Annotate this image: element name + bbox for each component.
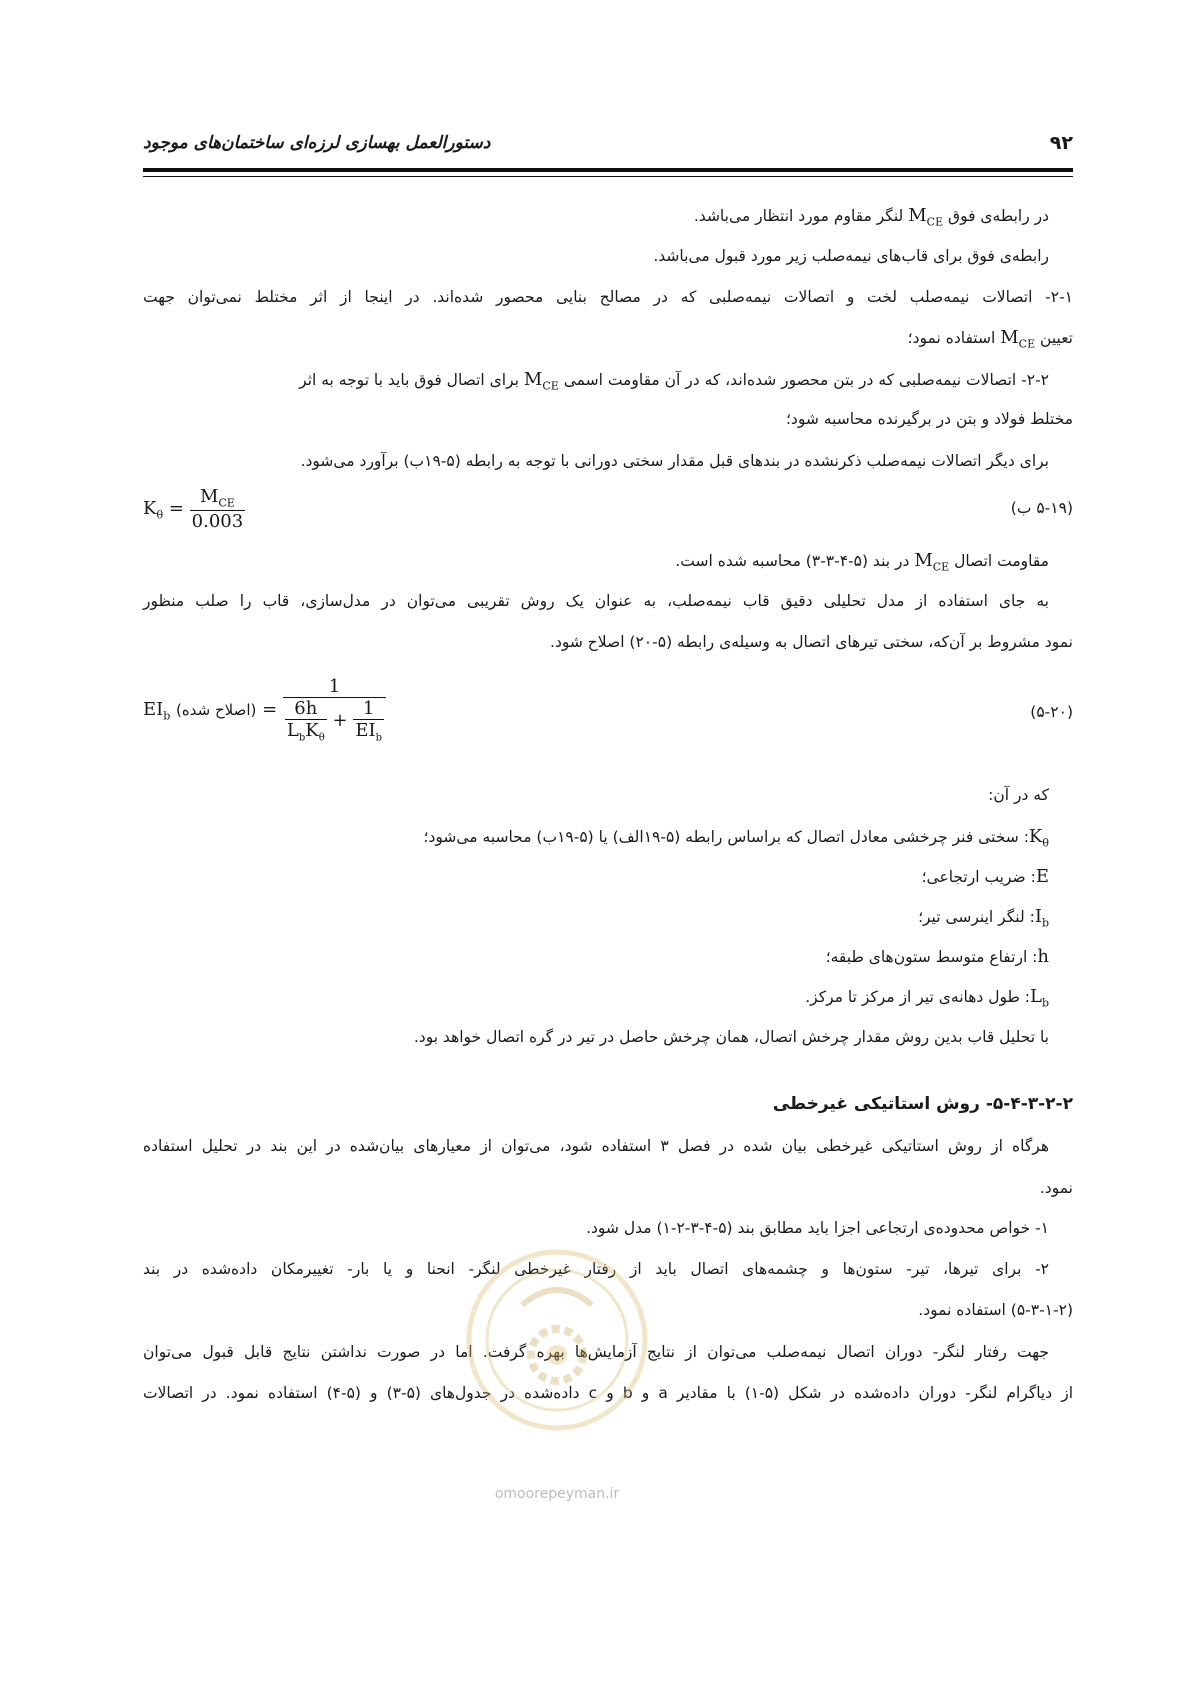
- paragraph-line: رابطه‌ی فوق برای قاب‌های نیمه‌صلب زیر مورد قبول می‌باشد.: [653, 247, 1049, 265]
- definition-lb: $L_b$: طول دهانه‌ی تیر از مرکز تا مرکز.: [805, 986, 1049, 1010]
- paragraph-line: نمود.: [1039, 1179, 1073, 1197]
- paragraph-line: (۵-۳-۱-۲) استفاده نمود.: [918, 1301, 1073, 1319]
- watermark-seal-icon: [462, 1245, 652, 1435]
- paragraph-line: ۲-۲- اتصالات نیمه‌صلبی که در بتن محصور شده‌اند، که در آن مقاومت اسمی $M_{CE}$ برای اتصال فوق باید با توجه به اثر: [299, 369, 1049, 393]
- paragraph-line: هرگاه از روش استاتیکی غیرخطی بیان شده در فصل ۳ استفاده شود، می‌توان از معیارهای بیان‌شده در این بند در تحلیل استفاده: [143, 1137, 1049, 1155]
- equation-body: $EI_b$ (اصلاح شده) = 1 $\frac{6h}{L_bK_\theta}$ + $\frac{1}{EI_b}$: [143, 676, 386, 744]
- paragraph-line: مقاومت اتصال $M_{CE}$ در بند (۵-۴-۳-۳) محاسبه شده است.: [675, 550, 1049, 574]
- symbol-mce: $M_{CE}$: [908, 205, 944, 229]
- section-heading: ۵-۴-۳-۲-۲- روش استاتیکی غیرخطی: [772, 1094, 1073, 1114]
- running-title: دستورالعمل بهسازی لرزه‌ای ساختمان‌های موجود: [143, 133, 491, 153]
- equation-body: $K_\theta$ = $\frac{M_{CE}}{0.003}$: [143, 486, 244, 532]
- symbol-mce: $M_{CE}$: [914, 550, 950, 574]
- definition-k-theta: $K_\theta$: سختی فنر چرخشی معادل اتصال که براساس رابطه (۵-۱۹الف) یا (۵-۱۹ب) محاسبه می‌شود؛: [423, 826, 1049, 850]
- symbol-mce: $M_{CE}$: [523, 369, 559, 393]
- paragraph-line: مختلط فولاد و بتن در برگیرنده محاسبه شود؛: [785, 410, 1073, 428]
- paragraph-line: تعیین $M_{CE}$ استفاده نمود؛: [907, 327, 1073, 351]
- paragraph-line: نمود مشروط بر آن‌که، سختی تیرهای اتصال به وسیله‌ی رابطه (۵-۲۰) اصلاح شود.: [550, 633, 1073, 651]
- equation-5-20: [143, 676, 1073, 766]
- page-number: ۹۲: [1049, 132, 1073, 154]
- paragraph-line: به جای استفاده از مدل تحلیلی دقیق قاب نیمه‌صلب، به عنوان یک روش تقریبی می‌توان در مدل‌سازی، قاب را صلب منظور: [143, 592, 1049, 610]
- definition-h: h: ارتفاع متوسط ستون‌های طبقه؛: [825, 946, 1049, 967]
- paragraph-line: با تحلیل قاب بدین روش مقدار چرخش اتصال، همان چرخش حاصل در تیر در گره اتصال خواهد بود.: [413, 1028, 1049, 1046]
- paragraph-line: ۲-۱- اتصالات نیمه‌صلب لخت و اتصالات نیمه‌صلبی که در مصالح بنایی محصور شده‌اند. در اینجا از اثر مختلط نمی‌توان جهت: [143, 288, 1073, 306]
- paragraph-line: از دیاگرام لنگر- دوران داده‌شده در شکل (۵-۱) با مقادیر a و b و c داده‌شده در جدول‌های (۵-۳) و (۵-۴) استفاده نمود. در اتصالات: [143, 1384, 1074, 1402]
- definition-e: E: ضریب ارتجاعی؛: [921, 866, 1049, 887]
- paragraph-line: که در آن:: [988, 786, 1049, 804]
- symbol-mce: $M_{CE}$: [1000, 327, 1036, 351]
- definition-ib: $I_b$: لنگر اینرسی تیر؛: [918, 906, 1049, 930]
- paragraph-line: برای دیگر اتصالات نیمه‌صلب ذکرنشده در بندهای قبل مقدار سختی دورانی با توجه به رابطه (۵-۱۹ب) برآورد می‌شود.: [300, 452, 1049, 470]
- header-rule-thick: [143, 168, 1073, 172]
- list-item: ۱- خواص محدوده‌ی ارتجاعی اجزا باید مطابق بند (۵-۴-۳-۲-۱) مدل شود.: [586, 1219, 1049, 1237]
- paragraph-line: جهت رفتار لنگر- دوران اتصال نیمه‌صلب می‌توان از نتایج آزمایش‌ها بهره گرفت. اما در صورت نداشتن نتایج قابل قبول می‌توان: [143, 1343, 1049, 1361]
- page-header: [143, 128, 1073, 158]
- watermark-site: omoorepeyman.ir: [494, 1486, 620, 1502]
- equation-5-19b: [143, 486, 1073, 546]
- list-item: ۲- برای تیرها، تیر- ستون‌ها و چشمه‌های اتصال باید از رفتار غیرخطی لنگر- انحنا و یا بار- تغییرمکان داده‌شده در بند: [143, 1260, 1049, 1278]
- paragraph-line: در رابطه‌ی فوق $M_{CE}$ لنگر مقاوم مورد انتظار می‌باشد.: [693, 205, 1049, 229]
- header-rule-thin: [143, 176, 1073, 177]
- equation-number: (۵-۱۹ ب): [1010, 499, 1073, 517]
- equation-number: (۵-۲۰): [1030, 703, 1073, 721]
